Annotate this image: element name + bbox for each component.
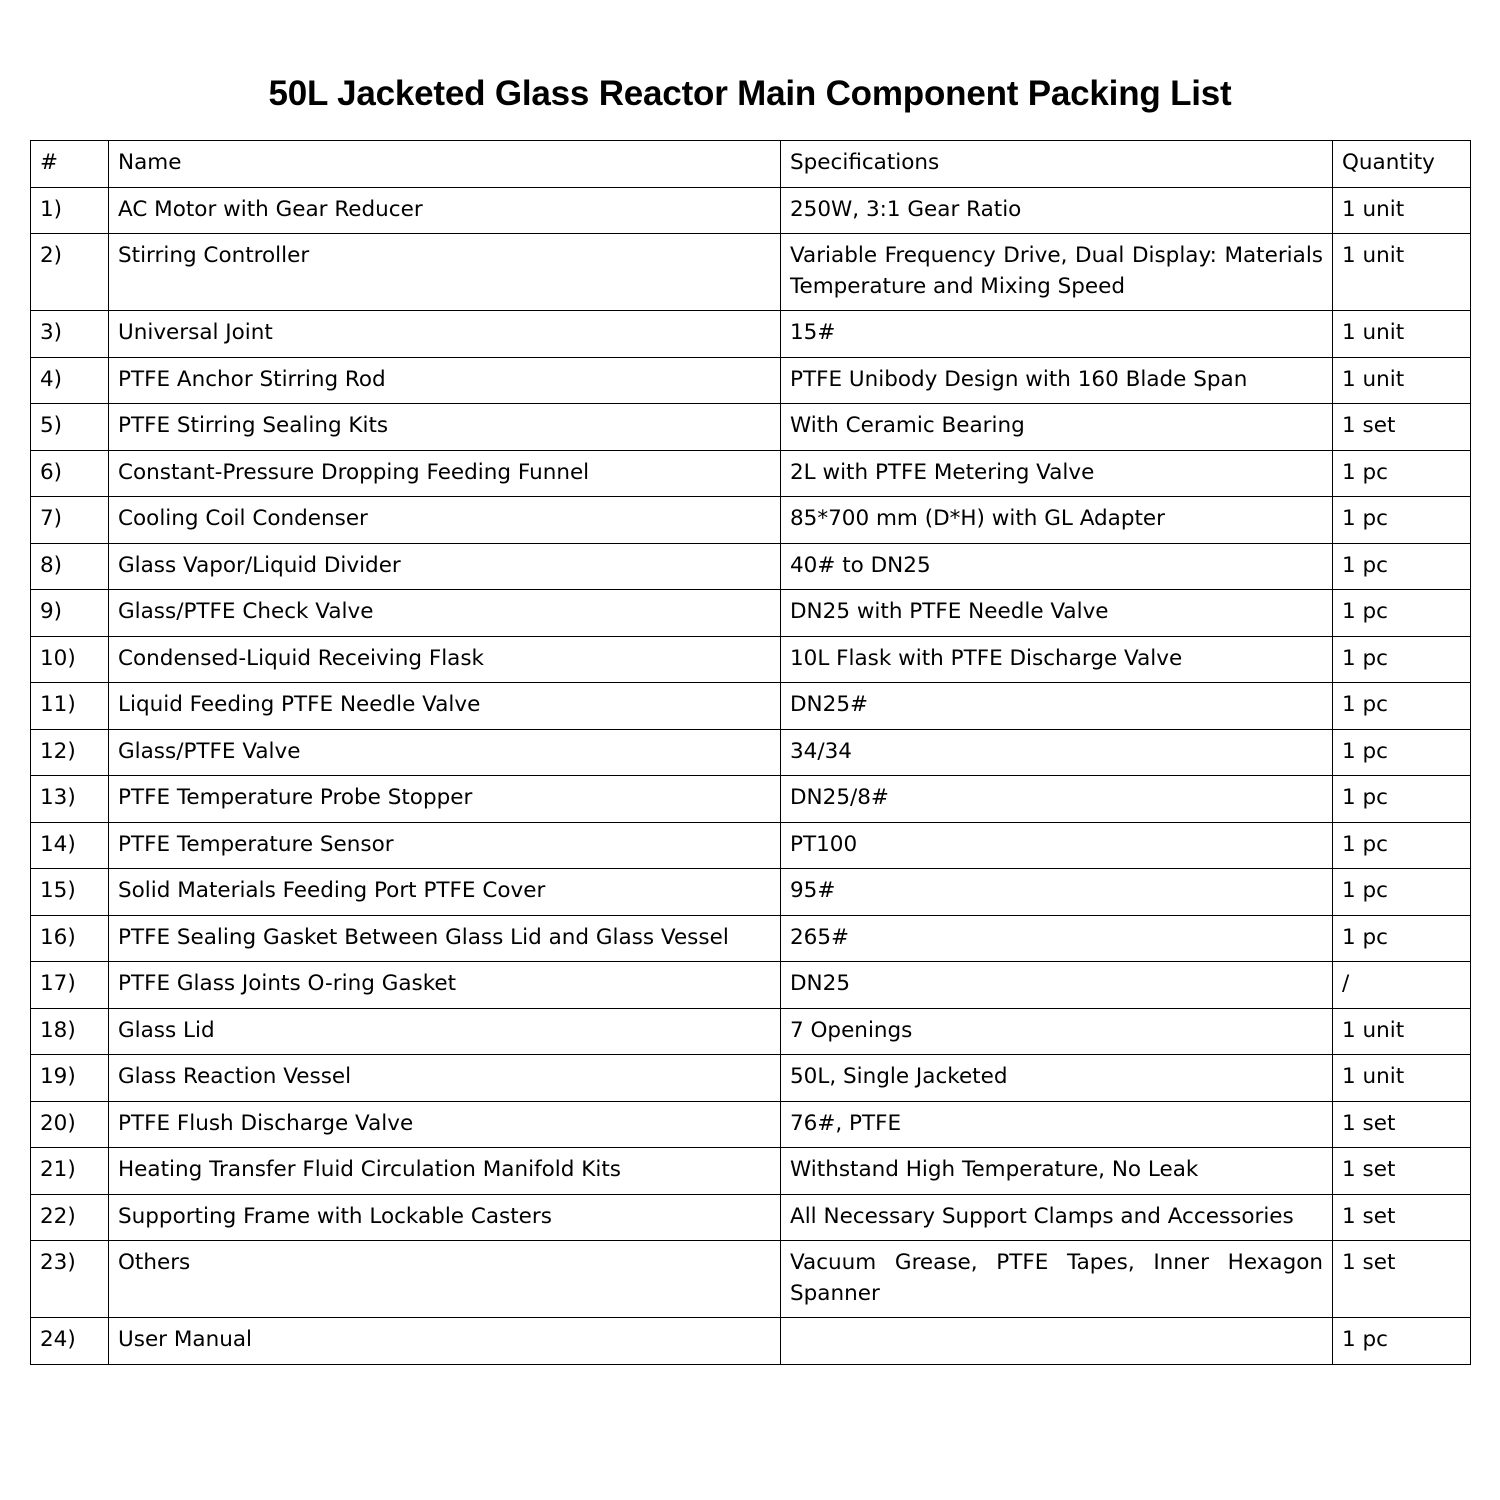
cell-specification: 15# [781, 311, 1333, 358]
cell-name: Universal Joint [109, 311, 781, 358]
cell-name: Cooling Coil Condenser [109, 497, 781, 544]
column-header-quantity: Quantity [1333, 141, 1471, 188]
column-header-number: # [31, 141, 109, 188]
cell-specification: PT100 [781, 822, 1333, 869]
cell-number: 24) [31, 1318, 109, 1365]
cell-specification: 2L with PTFE Metering Valve [781, 450, 1333, 497]
column-header-specifications: Specifications [781, 141, 1333, 188]
cell-name: Supporting Frame with Lockable Casters [109, 1194, 781, 1241]
cell-quantity: 1 set [1333, 1241, 1471, 1318]
cell-name: Glass/PTFE Valve [109, 729, 781, 776]
cell-quantity: 1 pc [1333, 450, 1471, 497]
cell-name: PTFE Flush Discharge Valve [109, 1101, 781, 1148]
cell-quantity: 1 pc [1333, 776, 1471, 823]
cell-number: 12) [31, 729, 109, 776]
cell-quantity: 1 set [1333, 404, 1471, 451]
table-header-row [31, 141, 1471, 188]
table-row [31, 962, 1471, 1009]
cell-specification: 50L, Single Jacketed [781, 1055, 1333, 1102]
cell-number: 21) [31, 1148, 109, 1195]
cell-number: 9) [31, 590, 109, 637]
cell-specification: Vacuum Grease, PTFE Tapes, Inner Hexagon Spanner [781, 1241, 1333, 1318]
cell-number: 5) [31, 404, 109, 451]
cell-name: User Manual [109, 1318, 781, 1365]
table-row [31, 357, 1471, 404]
cell-number: 1) [31, 187, 109, 234]
cell-quantity: 1 pc [1333, 543, 1471, 590]
table-row [31, 234, 1471, 311]
table-row [31, 1148, 1471, 1195]
table-row [31, 869, 1471, 916]
cell-quantity: 1 pc [1333, 497, 1471, 544]
table-row [31, 1055, 1471, 1102]
cell-name: Glass Vapor/Liquid Divider [109, 543, 781, 590]
table-row [31, 311, 1471, 358]
cell-specification: DN25 with PTFE Needle Valve [781, 590, 1333, 637]
table-row [31, 1241, 1471, 1318]
cell-quantity: 1 pc [1333, 683, 1471, 730]
cell-specification: 7 Openings [781, 1008, 1333, 1055]
cell-name: PTFE Temperature Sensor [109, 822, 781, 869]
cell-quantity: 1 unit [1333, 234, 1471, 311]
cell-specification: 95# [781, 869, 1333, 916]
cell-quantity: 1 pc [1333, 1318, 1471, 1365]
cell-number: 15) [31, 869, 109, 916]
packing-list-table [30, 140, 1471, 1365]
cell-number: 20) [31, 1101, 109, 1148]
cell-quantity: 1 set [1333, 1148, 1471, 1195]
cell-name: PTFE Sealing Gasket Between Glass Lid and Glass Vessel [109, 915, 781, 962]
cell-name: Glass Lid [109, 1008, 781, 1055]
table-row [31, 450, 1471, 497]
cell-specification: 40# to DN25 [781, 543, 1333, 590]
cell-specification: 76#, PTFE [781, 1101, 1333, 1148]
cell-specification: 250W, 3:1 Gear Ratio [781, 187, 1333, 234]
table-row [31, 1194, 1471, 1241]
cell-specification: DN25# [781, 683, 1333, 730]
cell-specification: DN25 [781, 962, 1333, 1009]
cell-quantity: 1 unit [1333, 187, 1471, 234]
table-row [31, 822, 1471, 869]
cell-number: 16) [31, 915, 109, 962]
table-row [31, 915, 1471, 962]
cell-name: Constant-Pressure Dropping Feeding Funnel [109, 450, 781, 497]
cell-name: PTFE Temperature Probe Stopper [109, 776, 781, 823]
cell-number: 2) [31, 234, 109, 311]
cell-quantity: 1 pc [1333, 915, 1471, 962]
cell-number: 4) [31, 357, 109, 404]
cell-name: Liquid Feeding PTFE Needle Valve [109, 683, 781, 730]
cell-specification: DN25/8# [781, 776, 1333, 823]
cell-name: PTFE Anchor Stirring Rod [109, 357, 781, 404]
cell-quantity: 1 pc [1333, 822, 1471, 869]
table-row [31, 1008, 1471, 1055]
cell-specification: 85*700 mm (D*H) with GL Adapter [781, 497, 1333, 544]
cell-name: PTFE Stirring Sealing Kits [109, 404, 781, 451]
cell-name: Others [109, 1241, 781, 1318]
cell-quantity: 1 unit [1333, 1055, 1471, 1102]
cell-number: 14) [31, 822, 109, 869]
table-row [31, 404, 1471, 451]
cell-specification: Variable Frequency Drive, Dual Display: Materials Temperature and Mixing Speed [781, 234, 1333, 311]
cell-quantity: 1 pc [1333, 729, 1471, 776]
cell-number: 23) [31, 1241, 109, 1318]
cell-quantity: 1 pc [1333, 636, 1471, 683]
cell-specification: 265# [781, 915, 1333, 962]
cell-number: 11) [31, 683, 109, 730]
cell-specification: All Necessary Support Clamps and Accessories [781, 1194, 1333, 1241]
cell-specification: With Ceramic Bearing [781, 404, 1333, 451]
cell-number: 22) [31, 1194, 109, 1241]
table-row [31, 1101, 1471, 1148]
cell-specification [781, 1318, 1333, 1365]
cell-name: Solid Materials Feeding Port PTFE Cover [109, 869, 781, 916]
page-title: 50L Jacketed Glass Reactor Main Component Packing List [268, 74, 1232, 113]
cell-number: 17) [31, 962, 109, 1009]
column-header-name: Name [109, 141, 781, 188]
cell-quantity: 1 pc [1333, 590, 1471, 637]
table-row [31, 1318, 1471, 1365]
cell-quantity: 1 unit [1333, 1008, 1471, 1055]
cell-quantity: 1 set [1333, 1101, 1471, 1148]
cell-name: Heating Transfer Fluid Circulation Manifold Kits [109, 1148, 781, 1195]
table-row [31, 729, 1471, 776]
cell-specification: Withstand High Temperature, No Leak [781, 1148, 1333, 1195]
cell-number: 18) [31, 1008, 109, 1055]
cell-quantity: 1 pc [1333, 869, 1471, 916]
table-body [31, 141, 1471, 1365]
cell-name: PTFE Glass Joints O-ring Gasket [109, 962, 781, 1009]
cell-number: 3) [31, 311, 109, 358]
cell-quantity: 1 unit [1333, 311, 1471, 358]
cell-specification: 10L Flask with PTFE Discharge Valve [781, 636, 1333, 683]
table-row [31, 497, 1471, 544]
cell-number: 8) [31, 543, 109, 590]
cell-number: 6) [31, 450, 109, 497]
table-row [31, 590, 1471, 637]
cell-quantity: 1 set [1333, 1194, 1471, 1241]
cell-number: 10) [31, 636, 109, 683]
cell-quantity: / [1333, 962, 1471, 1009]
table-row [31, 543, 1471, 590]
cell-number: 7) [31, 497, 109, 544]
cell-name: Condensed-Liquid Receiving Flask [109, 636, 781, 683]
table-row [31, 683, 1471, 730]
cell-name: AC Motor with Gear Reducer [109, 187, 781, 234]
cell-name: Glass/PTFE Check Valve [109, 590, 781, 637]
cell-specification: PTFE Unibody Design with 160 Blade Span [781, 357, 1333, 404]
cell-quantity: 1 unit [1333, 357, 1471, 404]
cell-number: 13) [31, 776, 109, 823]
table-row [31, 776, 1471, 823]
cell-name: Stirring Controller [109, 234, 781, 311]
table-row [31, 187, 1471, 234]
table-row [31, 636, 1471, 683]
cell-name: Glass Reaction Vessel [109, 1055, 781, 1102]
cell-specification: 34/34 [781, 729, 1333, 776]
cell-number: 19) [31, 1055, 109, 1102]
